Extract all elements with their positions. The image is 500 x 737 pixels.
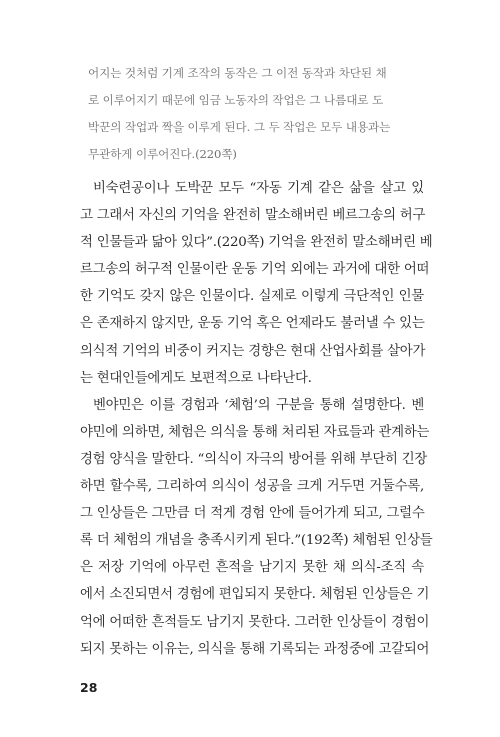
text-line: 되지 못하는 이유는, 의식을 통해 기록되는 과정중에 고갈되어 — [80, 641, 430, 657]
page-number: 28 — [80, 680, 98, 695]
block-quote — [88, 60, 418, 168]
text-line: 야민에 의하면, 체험은 의식을 통해 처리된 자료들과 관계하는 — [80, 424, 430, 440]
text-line: 은 존재하지 않지만, 운동 기억 혹은 언제라도 불러낼 수 있는 — [80, 316, 425, 332]
text-line: 한 기억도 갖지 않은 인물이다. 실제로 이렇게 극단적인 인물 — [80, 289, 424, 305]
text-line: 억에 어떠한 흔적들도 남기지 못한다. 그러한 인상들이 경험이 — [80, 614, 430, 630]
text-line: 그 인상들은 그만큼 더 적게 경험 안에 들어가게 되고, 그럴수 — [80, 506, 425, 522]
quote-line: 로 이루어지기 때문에 임금 노동자의 작업은 그 나름대로 도 — [88, 93, 384, 107]
text-line: 경험 양식을 말한다. “의식이 자극의 방어를 위해 부단히 긴장 — [80, 451, 428, 467]
text-line: 은 저장 기억에 아무런 흔적을 남기지 못한 채 의식-조직 속 — [80, 560, 424, 576]
paragraph — [80, 392, 433, 663]
quote-line: 박꾼의 작업과 짝을 이루게 된다. 그 두 작업은 모두 내용과는 — [88, 120, 391, 134]
text-line: 록 더 체험의 개념을 충족시키게 된다.”(192쪽) 체험된 인상들 — [80, 533, 433, 549]
text-line: 의식적 기억의 비중이 커지는 경향은 현대 산업사회를 살아가 — [80, 343, 426, 359]
body-text — [80, 175, 433, 663]
text-line: 벤야민은 이를 경험과 ‘체험’의 구분을 통해 설명한다. 벤 — [93, 397, 424, 413]
text-line: 르그송의 허구적 인물이란 운동 기억 외에는 과거에 대한 어떠 — [80, 262, 430, 278]
text-line: 비숙련공이나 도박꾼 모두 “자동 기계 같은 삶을 살고 있 — [93, 181, 424, 196]
text-line: 적 인물들과 닮아 있다”.(220쪽) 기억을 완전히 말소해버린 베 — [80, 235, 433, 251]
quote-line: 어지는 것처럼 기계 조작의 동작은 그 이전 동작과 차단된 채 — [88, 66, 387, 80]
text-line: 고 그래서 자신의 기억을 완전히 말소해버린 베르그송의 허구 — [80, 208, 426, 224]
text-line: 하면 할수록, 그리하여 의식이 성공을 크게 거두면 거둘수록, — [80, 479, 424, 495]
text-line: 에서 소진되면서 경험에 편입되지 못한다. 체험된 인상들은 기 — [80, 587, 430, 603]
quote-line: 무관하게 이루어진다.(220쪽) — [88, 147, 237, 161]
text-line: 는 현대인들에게도 보편적으로 나타난다. — [80, 370, 312, 386]
paragraph — [80, 175, 433, 392]
